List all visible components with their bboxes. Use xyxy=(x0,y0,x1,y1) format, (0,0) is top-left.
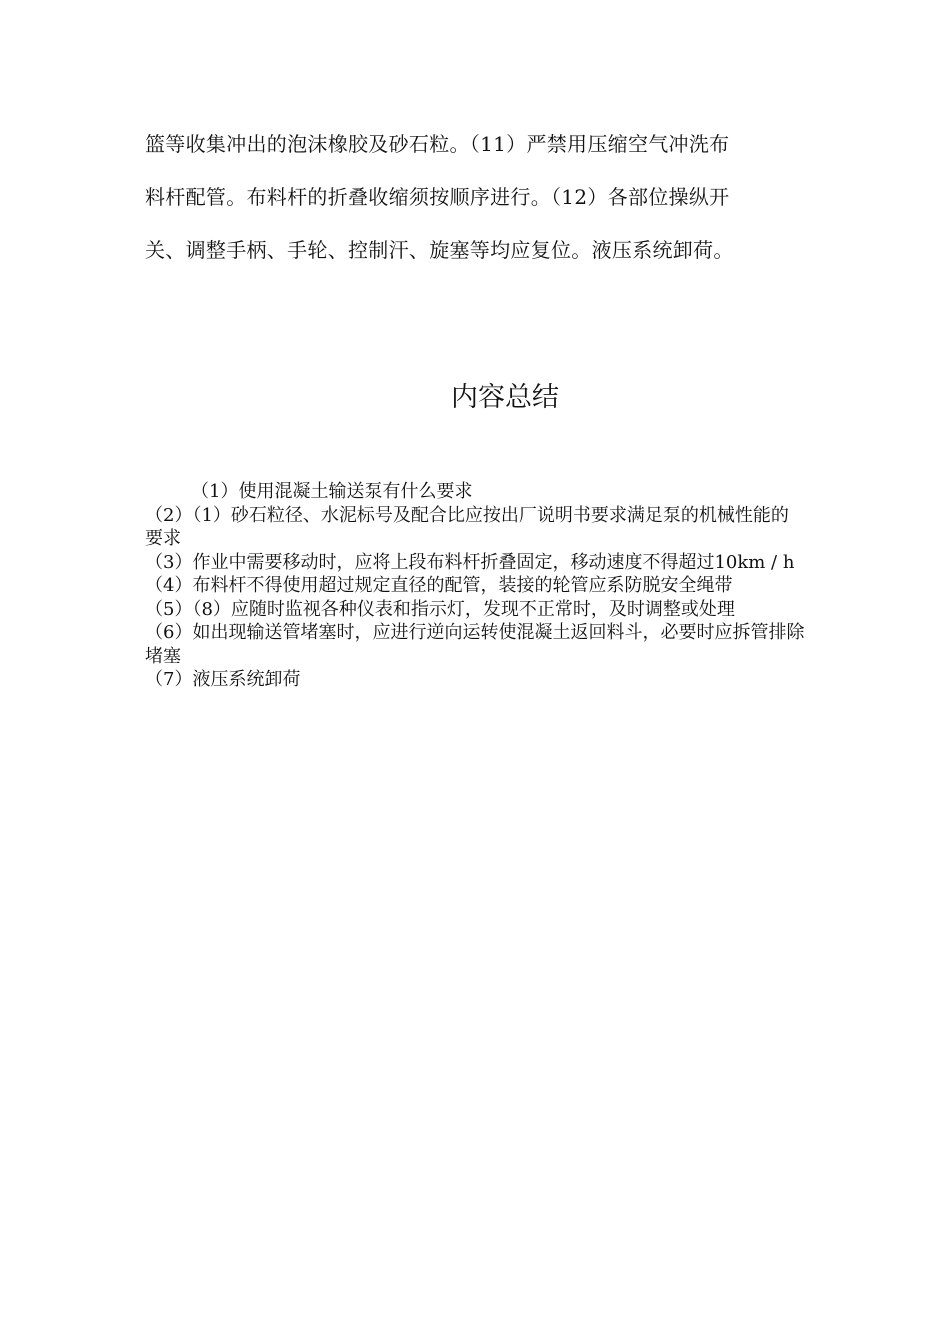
paragraph-line: 料杆配管。布料杆的折叠收缩须按顺序进行。（12）各部位操纵开 xyxy=(145,185,730,209)
summary-item: （7）液压系统卸荷 xyxy=(145,669,301,690)
summary-item: （2）（1）砂石粒径、水泥标号及配合比应按出厂说明书要求满足泵的机械性能的要求 xyxy=(145,504,789,549)
summary-list xyxy=(145,480,805,692)
body-paragraph xyxy=(145,118,805,277)
summary-item: （4）布料杆不得使用超过规定直径的配管，装接的轮管应系防脱安全绳带 xyxy=(145,575,733,596)
summary-item: （3）作业中需要移动时，应将上段布料杆折叠固定，移动速度不得超过10km / h xyxy=(145,551,795,573)
summary-item: （1）使用混凝土输送泵有什么要求 xyxy=(191,481,473,502)
summary-item: （6）如出现输送管堵塞时，应进行逆向运转使混凝土返回料斗，必要时应拆管排除堵塞 xyxy=(145,622,805,667)
paragraph-line: 篮等收集冲出的泡沫橡胶及砂石粒。（11）严禁用压缩空气冲洗布 xyxy=(145,132,730,156)
summary-item: （5）（8）应随时监视各种仪表和指示灯，发现不正常时，及时调整或处理 xyxy=(145,598,735,620)
paragraph-line: 关、调整手柄、手轮、控制汗、旋塞等均应复位。液压系统卸荷。 xyxy=(145,238,734,262)
summary-title: 内容总结 xyxy=(451,382,559,413)
